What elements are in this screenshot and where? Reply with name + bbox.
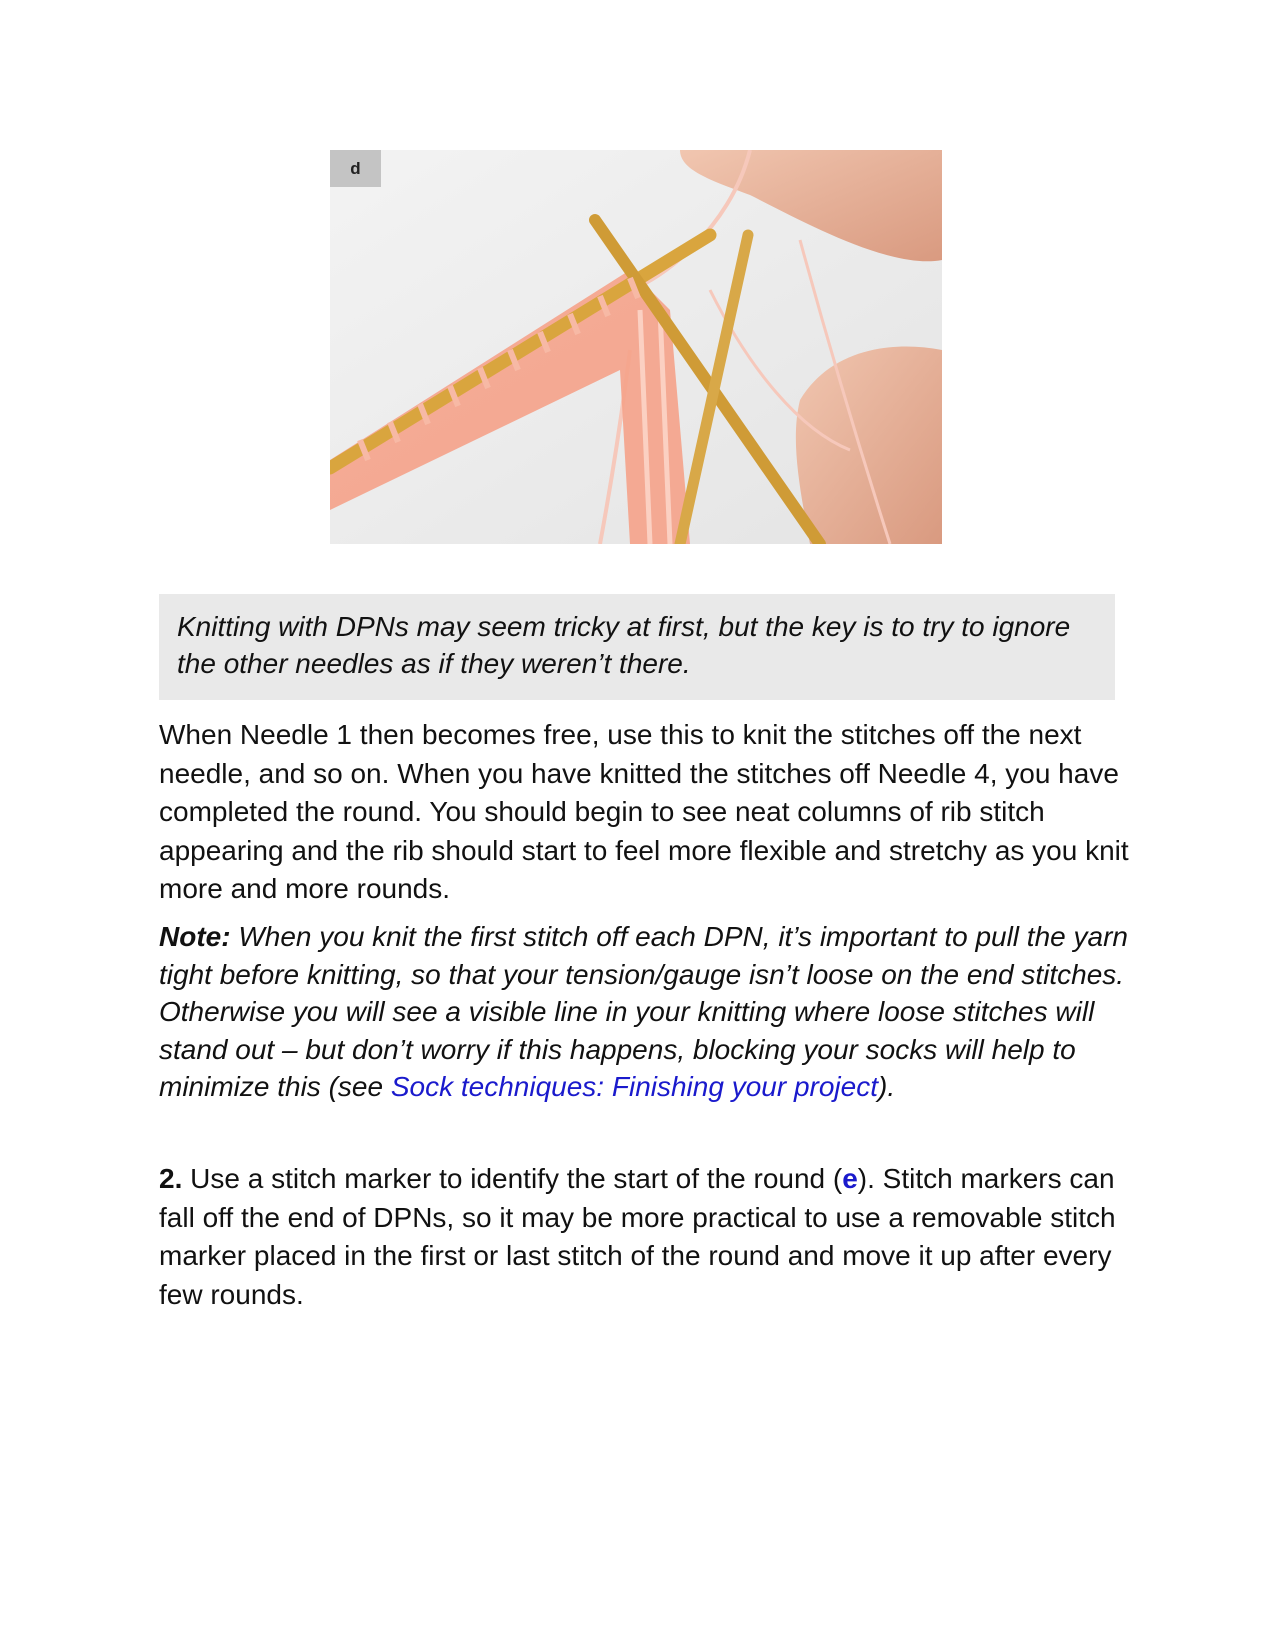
tip-text: Knitting with DPNs may seem tricky at first, but the key is to try to ignore the other needles as if they weren’t there. bbox=[177, 611, 1071, 679]
step-text: Use a stitch marker to identify the start of the round ( bbox=[182, 1163, 843, 1194]
figure-e-link[interactable]: e bbox=[842, 1163, 858, 1194]
note-paragraph bbox=[159, 918, 1129, 1106]
step-text-end: ). Stitch markers can fall off the end of DPNs, so it may be more practical to use a removable stitch marker placed in the first or last stitch of the round and move it up after every few rounds. bbox=[159, 1163, 1116, 1310]
knitting-photo-illustration bbox=[330, 150, 942, 544]
tip-callout bbox=[159, 594, 1115, 700]
knitting-photo bbox=[330, 150, 942, 544]
note-text: When you knit the first stitch off each DPN, it’s important to pull the yarn tight before knitting, so that your tension/gauge isn’t loose on the end stitches. Otherwise you will see a visible line in your knitting where loose stitches will stand out – but don’t worry if this happens, blocking your socks will help to minimize this (see bbox=[159, 921, 1128, 1102]
sock-techniques-link[interactable]: Sock techniques: Finishing your project bbox=[390, 1071, 878, 1102]
note-label: Note: bbox=[159, 921, 231, 952]
note-text-end: ). bbox=[878, 1071, 896, 1102]
figure-label: d bbox=[330, 150, 381, 187]
paragraph-text: When Needle 1 then becomes free, use this to knit the stitches off the next needle, and so on. When you have knitted the stitches off Needle 4, you have completed the round. You should begin to see neat columns of rib stitch appearing and the rib should start to feel more flexible and stretchy as you knit more and more rounds. bbox=[159, 719, 1129, 904]
step-2-paragraph bbox=[159, 1160, 1129, 1314]
paragraph-needle-free bbox=[159, 716, 1129, 909]
step-number: 2. bbox=[159, 1163, 183, 1194]
